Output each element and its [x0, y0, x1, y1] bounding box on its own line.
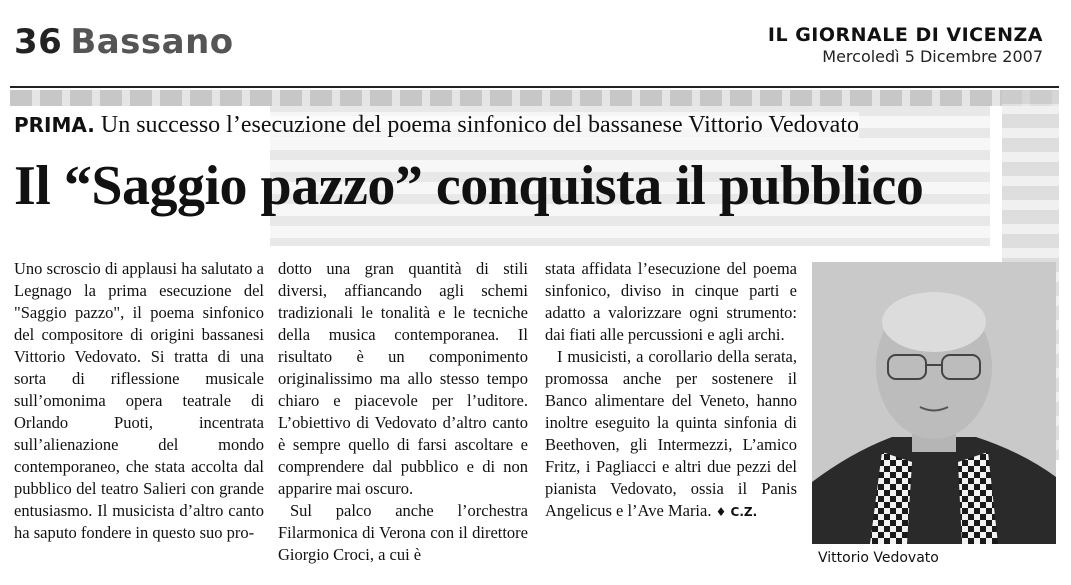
bleed-through-strip [10, 90, 1059, 106]
page-number: 36 [14, 22, 63, 62]
author-photo [812, 262, 1056, 544]
newspaper-name: IL GIORNALE DI VICENZA [767, 24, 1043, 46]
kicker-tag: PRIMA. [14, 113, 95, 137]
article-paragraph: stata affidata l’esecuzione del poema sinfonico, diviso in cinque parti e adatto a valorizzare ogni strumento: dai fiati alle percussioni e agli archi. [545, 259, 797, 344]
paragraph-text: I musicisti, a corollario della serata, promossa anche per sostenere il Banco alimentare del Veneto, hanno inoltre eseguito la quinta sinfonia di Beethoven, gli Intermezzi, L’amico Fritz, i Pagliacci e altri due pezzi del pianista Vedovato, ossia il Panis Angelicus e l’Ave Maria. [545, 347, 797, 520]
masthead [768, 24, 1043, 66]
article-paragraph [545, 346, 797, 523]
portrait-image [812, 262, 1056, 544]
author-signature: ♦ C.Z. [715, 505, 758, 519]
header-rule [10, 86, 1059, 88]
article-column-1 [14, 258, 264, 544]
publication-date: Mercoledì 5 Dicembre 2007 [822, 47, 1043, 66]
article-column-2 [278, 258, 528, 566]
kicker-text: Un successo l’esecuzione del poema sinfonico del bassanese Vittorio Vedovato [100, 112, 859, 138]
article-column-3 [545, 258, 797, 523]
photo-caption: Vittorio Vedovato [818, 550, 939, 566]
section-name: Bassano [70, 22, 234, 62]
page-header [14, 22, 234, 62]
article-paragraph: dotto una gran quantità di stili diversi, affiancando agli schemi tradizionali le tonalità e le tecniche della musica contemporanea. Il risultato è un componimento originalissimo ma allo stesso tempo chiaro e piacevole per l’uditore. L’obiettivo di Vedovato d’altro canto è sempre quello di farsi ascoltare e comprendere dal pubblico e di non apparire mai oscuro. [278, 259, 528, 498]
kicker [14, 112, 859, 139]
article-paragraph: Uno scroscio di applausi ha salutato a Legnago la prima esecuzione del "Saggio pazzo", il poema sinfonico del compositore di origini bassanesi Vittorio Vedovato. Si tratta di una sorta di riflessione musicale sull’omonima opera teatrale di Orlando Puoti, incentrata sull’alienazione del mondo contemporaneo, che stata accolta dal pubblico del teatro Salieri con grande entusiasmo. Il musicista d’altro canto ha saputo fondere in questo suo pro- [14, 259, 264, 542]
article-paragraph: Sul palco anche l’orchestra Filarmonica di Verona con il direttore Giorgio Croci, a cui è [278, 501, 528, 564]
headline: Il “Saggio pazzo” conquista il pubblico [14, 155, 924, 217]
